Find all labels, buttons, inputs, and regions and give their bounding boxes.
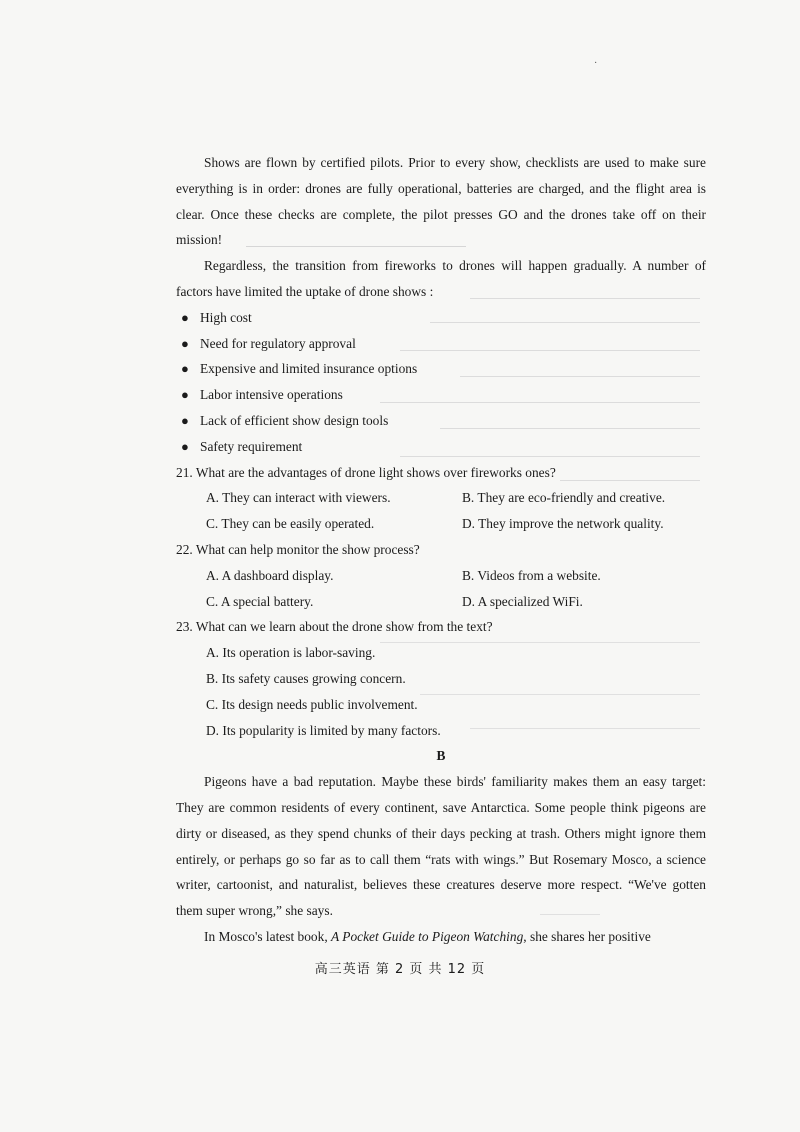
question-21 bbox=[176, 460, 706, 537]
option-d: D. Its popularity is limited by many factors. bbox=[206, 722, 441, 738]
option-c: C. They can be easily operated. bbox=[206, 516, 375, 532]
question-stem: 22. What can help monitor the show process? bbox=[176, 541, 420, 557]
option-d: D. A specialized WiFi. bbox=[462, 593, 583, 609]
option-b: B. Its safety causes growing concern. bbox=[206, 670, 406, 686]
paragraph-text: , she shares her positive bbox=[523, 928, 651, 944]
list-item: ● Lack of efficient show design tools bbox=[176, 408, 706, 434]
intro-paragraph-2: Regardless, the transition from fireworks to drones will happen gradually. A number of factors have limited the uptake of drone shows : bbox=[176, 258, 706, 299]
question-stem: 23. What can we learn about the drone show from the text? bbox=[176, 619, 493, 635]
option-b: B. They are eco-friendly and creative. bbox=[462, 490, 666, 506]
section-b-title: B bbox=[436, 748, 446, 764]
intro-paragraph-1: Shows are flown by certified pilots. Prior to every show, checklists are used to make sure everything is in order: drones are fully operational, batteries are charged, and the flight area is clear. Once these checks are complete, the pilot presses GO and the drones take off on their mission! bbox=[176, 155, 706, 248]
option-b: B. Videos from a website. bbox=[462, 567, 601, 583]
question-22 bbox=[176, 537, 706, 614]
bullet-icon: ● bbox=[181, 438, 189, 454]
book-title: A Pocket Guide to Pigeon Watching bbox=[331, 928, 524, 944]
option-grid bbox=[176, 485, 706, 537]
bullet-icon: ● bbox=[181, 412, 189, 428]
option-c: C. Its design needs public involvement. bbox=[206, 696, 418, 712]
list-item: ● High cost bbox=[176, 305, 706, 331]
list-item: ● Need for regulatory approval bbox=[176, 331, 706, 357]
scan-mark: · bbox=[594, 58, 598, 69]
option-c: C. A special battery. bbox=[206, 593, 314, 609]
factors-list bbox=[176, 305, 706, 460]
paragraph-text: In Mosco's latest book, bbox=[204, 928, 332, 944]
passage-content bbox=[176, 150, 706, 950]
option-list bbox=[176, 640, 706, 743]
bullet-icon: ● bbox=[181, 361, 189, 377]
option-a: A. Its operation is labor-saving. bbox=[206, 645, 376, 661]
option-grid bbox=[176, 563, 706, 615]
bullet-icon: ● bbox=[181, 387, 189, 403]
option-a: A. A dashboard display. bbox=[206, 567, 334, 583]
page-footer: 高三英语 第 2 页 共 12 页 bbox=[314, 962, 486, 977]
bullet-icon: ● bbox=[181, 309, 189, 325]
option-d: D. They improve the network quality. bbox=[462, 516, 664, 532]
section-b-paragraph-2 bbox=[176, 924, 706, 950]
question-23 bbox=[176, 614, 706, 743]
list-item: ● Labor intensive operations bbox=[176, 382, 706, 408]
section-b-paragraph-1: Pigeons have a bad reputation. Maybe these birds' familiarity makes them an easy target: They are common residents of every continent, save Antarctica. Some people think pigeons are dirty or diseased, as they spend chunks of their days pecking at trash. Others might ignore them entirely, or perhaps go so far as to call them “rats with wings.” But Rosemary Mosco, a science writer, cartoonist, and naturalist, believes these creatures deserve more respect. “We've gotten them super wrong,” she says. bbox=[176, 774, 706, 919]
list-item: ● Safety requirement bbox=[176, 434, 706, 460]
question-stem: 21. What are the advantages of drone light shows over fireworks ones? bbox=[176, 464, 556, 480]
option-a: A. They can interact with viewers. bbox=[206, 490, 391, 506]
list-item: ● Expensive and limited insurance options bbox=[176, 356, 706, 382]
bullet-icon: ● bbox=[181, 335, 189, 351]
